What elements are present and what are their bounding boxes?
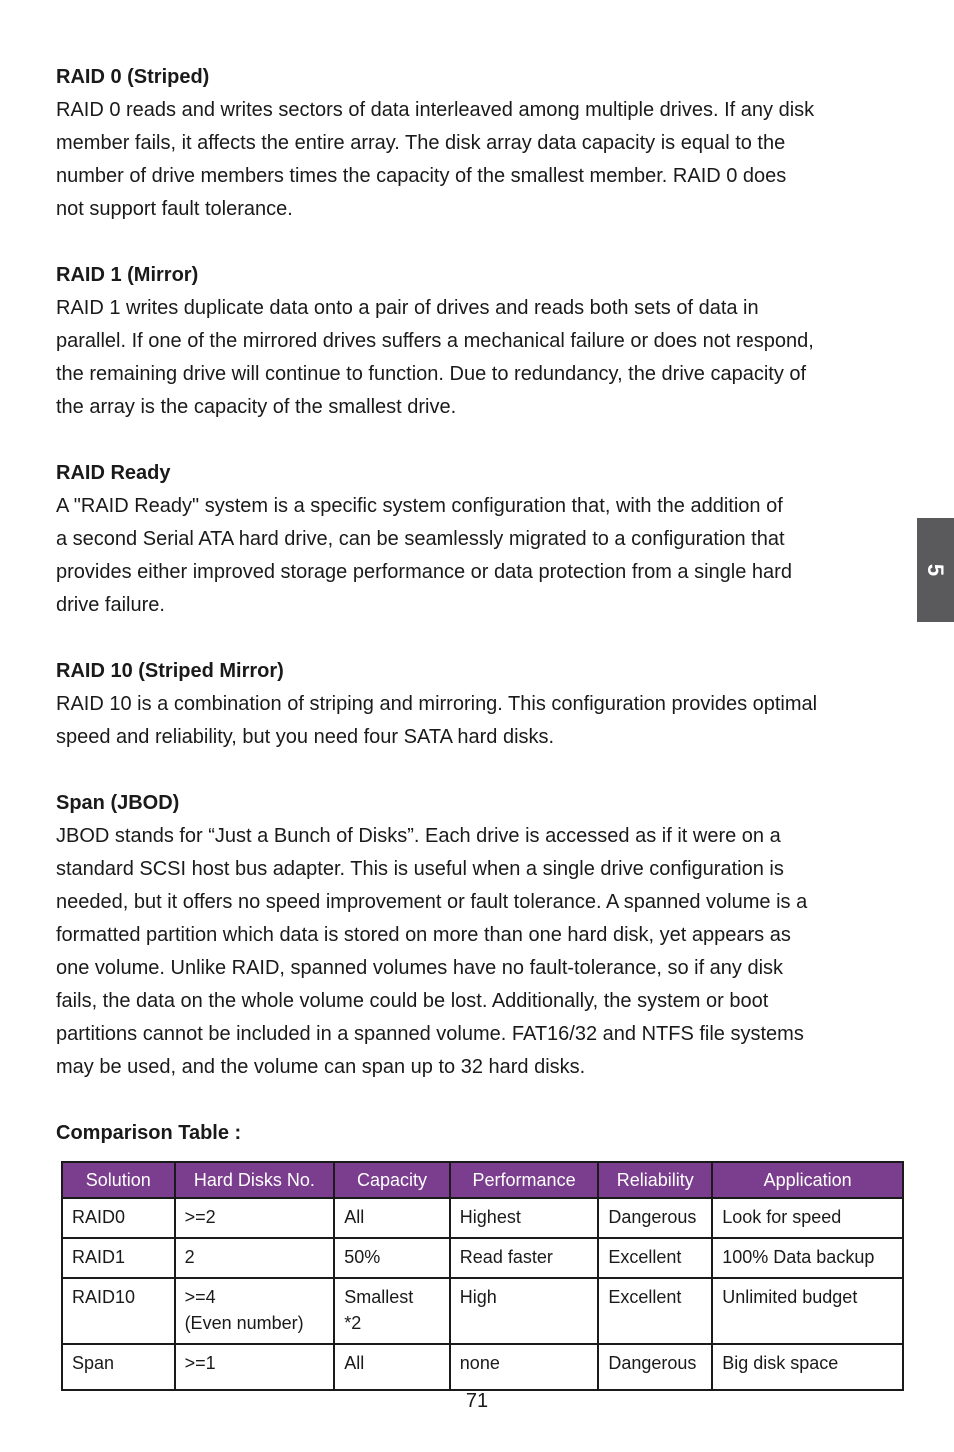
- table-cell: RAID1: [62, 1238, 175, 1278]
- section-paragraph: [56, 292, 901, 424]
- column-header: Hard Disks No.: [175, 1162, 335, 1198]
- paragraph-line: standard SCSI host bus adapter. This is useful when a single drive configuration is: [56, 858, 784, 880]
- paragraph-line: the array is the capacity of the smallest drive.: [56, 396, 457, 418]
- table-cell: RAID0: [62, 1198, 175, 1238]
- table-cell: 2: [175, 1238, 335, 1278]
- section-heading: RAID 0 (Striped): [56, 66, 210, 88]
- comparison-table-title: Comparison Table :: [56, 1122, 242, 1144]
- table-cell: none: [450, 1344, 599, 1390]
- paragraph-line: may be used, and the volume can span up to 32 hard disks.: [56, 1056, 586, 1078]
- table-cell: Read faster: [450, 1238, 599, 1278]
- table-row: [62, 1278, 903, 1344]
- table-cell: All: [334, 1344, 450, 1390]
- table-cell: 50%: [334, 1238, 450, 1278]
- section-raid-ready: [56, 457, 901, 622]
- chapter-number: 5: [923, 563, 949, 577]
- section-heading: RAID 10 (Striped Mirror): [56, 660, 284, 682]
- paragraph-line: speed and reliability, but you need four SATA hard disks.: [56, 726, 555, 748]
- column-header: Reliability: [598, 1162, 712, 1198]
- table-header-row: [62, 1162, 903, 1198]
- section-paragraph: [56, 94, 901, 226]
- section-heading: Span (JBOD): [56, 792, 180, 814]
- table-cell: Span: [62, 1344, 175, 1390]
- document-body: [56, 61, 901, 1150]
- section-raid1: [56, 259, 901, 424]
- comparison-table: [61, 1161, 904, 1391]
- paragraph-line: RAID 10 is a combination of striping and mirroring. This configuration provides optimal: [56, 693, 818, 715]
- paragraph-line: RAID 1 writes duplicate data onto a pair of drives and reads both sets of data in: [56, 297, 759, 319]
- table-cell: Unlimited budget: [712, 1278, 903, 1344]
- page-number: 71: [465, 1390, 489, 1412]
- table-row: [62, 1198, 903, 1238]
- column-header: Solution: [62, 1162, 175, 1198]
- paragraph-line: provides either improved storage performance or data protection from a single hard: [56, 561, 792, 583]
- table-cell: Dangerous: [598, 1198, 712, 1238]
- paragraph-line: formatted partition which data is stored on more than one hard disk, yet appears as: [56, 924, 791, 946]
- section-paragraph: [56, 688, 901, 754]
- section-paragraph: [56, 490, 901, 622]
- table-cell: >=2: [175, 1198, 335, 1238]
- table-cell: 100% Data backup: [712, 1238, 903, 1278]
- column-header: Application: [712, 1162, 903, 1198]
- table-cell: >=1: [175, 1344, 335, 1390]
- table-row: [62, 1344, 903, 1390]
- section-heading: RAID 1 (Mirror): [56, 264, 199, 286]
- table-cell: All: [334, 1198, 450, 1238]
- table-cell: >=4 (Even number): [175, 1278, 335, 1344]
- paragraph-line: one volume. Unlike RAID, spanned volumes have no fault-tolerance, so if any disk: [56, 957, 784, 979]
- section-raid10: [56, 655, 901, 754]
- paragraph-line: fails, the data on the whole volume could be lost. Additionally, the system or boot: [56, 990, 769, 1012]
- section-heading: RAID Ready: [56, 462, 171, 484]
- section-paragraph: [56, 820, 901, 1084]
- table-cell: Smallest *2: [334, 1278, 450, 1344]
- table-row: [62, 1238, 903, 1278]
- paragraph-line: a second Serial ATA hard drive, can be seamlessly migrated to a configuration that: [56, 528, 785, 550]
- paragraph-line: number of drive members times the capacity of the smallest member. RAID 0 does: [56, 165, 787, 187]
- column-header: Performance: [450, 1162, 599, 1198]
- table-cell: Highest: [450, 1198, 599, 1238]
- chapter-tab: [917, 518, 954, 622]
- table-cell: RAID10: [62, 1278, 175, 1344]
- table-cell: Dangerous: [598, 1344, 712, 1390]
- section-raid0: [56, 61, 901, 226]
- paragraph-line: parallel. If one of the mirrored drives suffers a mechanical failure or does not respond,: [56, 330, 814, 352]
- table-cell: Look for speed: [712, 1198, 903, 1238]
- paragraph-line: member fails, it affects the entire array. The disk array data capacity is equal to the: [56, 132, 786, 154]
- paragraph-line: needed, but it offers no speed improvement or fault tolerance. A spanned volume is a: [56, 891, 808, 913]
- table-cell: Big disk space: [712, 1344, 903, 1390]
- column-header: Capacity: [334, 1162, 450, 1198]
- table-cell: High: [450, 1278, 599, 1344]
- paragraph-line: the remaining drive will continue to function. Due to redundancy, the drive capacity of: [56, 363, 807, 385]
- paragraph-line: RAID 0 reads and writes sectors of data interleaved among multiple drives. If any disk: [56, 99, 815, 121]
- paragraph-line: JBOD stands for “Just a Bunch of Disks”. Each drive is accessed as if it were on a: [56, 825, 781, 847]
- paragraph-line: A "RAID Ready" system is a specific system configuration that, with the addition of: [56, 495, 783, 517]
- table-cell: Excellent: [598, 1278, 712, 1344]
- section-span-jbod: [56, 787, 901, 1084]
- paragraph-line: drive failure.: [56, 594, 165, 616]
- paragraph-line: partitions cannot be included in a spanned volume. FAT16/32 and NTFS file systems: [56, 1023, 804, 1045]
- paragraph-line: not support fault tolerance.: [56, 198, 293, 220]
- table-cell: Excellent: [598, 1238, 712, 1278]
